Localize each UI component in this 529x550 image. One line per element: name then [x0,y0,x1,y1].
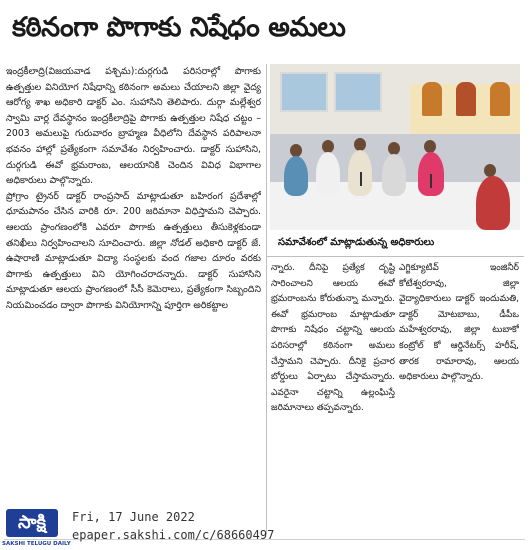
logo-subtext: SAKSHI TELUGU DAILY [2,541,71,547]
caption-divider [266,256,524,257]
photo-caption: సమావేశంలో మాట్లాడుతున్న అధికారులు [278,237,435,248]
article-paragraph: ఎగ్జిక్యూటివ్ ఇంజినీర్ కోటేశ్వరరావు, జిల్లా వైద్యాధికారులు డాక్టర్ ఇందుమతి, డాక్టర్ మోటబాబు, డీపీఒ మహేశ్వరరావు, జిల్లా టుబాకో కంట్రోల్ కో ఆర్డినేటర్స్ హరీష్, తారక రామారావు, ఆలయ అధికారులు పాల్గొన్నారు. [399,263,519,383]
article-paragraph: న్నారు. దీనిపై ప్రత్యేక దృష్టి సారించాలని ఆలయ ఈవో భ్రమరాంబను కోరుతున్నా మన్నారు. ఈవో భ్రమరాంబ మాట్లాడుతూ పొగాకు నిషేధం చట్టాన్ని ఆలయ పరిసరాల్లో కఠినంగా అమలు చేస్తామని చెప్పారు. దీనికై ప్రచార బోర్డులు ఏర్పాటు చేస్తామన్నారు. ఎవరైనా చట్టాన్ని ఉల్లంఘిస్తే జరిమానాలు తప్పవన్నారు. [271,263,395,414]
headline: కఠినంగా పొగాకు నిషేధం అమలు [12,12,346,43]
article-right-column [399,261,519,533]
sakshi-logo [2,509,71,549]
meeting-photo [270,64,520,230]
article-left-column [6,64,261,539]
publication-date: Fri, 17 June 2022 [72,510,195,524]
article-paragraph: ఇంద్రకీలాద్రి(విజయవాడ పశ్చిమ):దుర్గగుడి పరిసరాల్లో పొగాకు ఉత్పత్తుల వినియోగ నిషేధాన్ని కఠినంగా అమలు చేయాలని జిల్లా వైద్య ఆరోగ్య శాఖ అధికారి డాక్టర్ ఎం. సుహాసిని తెలిపారు. దుర్గా మల్లేశ్వర స్వామి వార్ల దేవస్థానం ఇంద్రకీలాద్రిపై పొగాకు ఉత్పత్తుల నిషేధ చట్టం –2003 అమలుపై గురువారం బ్రాహ్మణ వీధిలోని దేవస్థాన పరిపాలనా భవనం హాల్లో ప్రత్యేకంగా సమావేశం నిర్వహించారు. డాక్టర్ సుహాసిని, దుర్గగుడి ఈవో భ్రమరాంబ, ఆలయానికి చెందిన వివిధ విభాగాల అధికారులు పాల్గొన్నారు. [6,66,261,187]
article-paragraph: ప్రోగ్రాం ట్రైనర్ డాక్టర్ రాంప్రసాద్ మాట్లాడుతూ బహిరంగ ప్రదేశాల్లో ధూమపానం చేసిన వారికి రూ. 200 జరిమానా విధిస్తామని చెప్పారు. ఆలయ ప్రాంగణంలోకి ఎవరూ పొగాకు ఉత్పత్తులు తీసుకెళ్లకుండా తనిఖీలు నిర్వహించాలని సూచించారు. జిల్లా నోడల్ అధికారి డాక్టర్ జే. ఉషారాణి మాట్లాడుతూ విద్యా సంస్థలకు వంద గజాల దూరం వరకు పొగాకు ఉత్పత్తులు విని యోగించరాదన్నారు. డాక్టర్ సుహాసిని మాట్లాడుతూ ఆలయ ప్రాంగణంలో సీసీ కెమెరాలు, ప్రత్యేకంగా సిబ్బందిని నియమించడం ద్వారా పొగాకు వినియోగాన్ని పూర్తిగా అరికట్టాల [6,190,261,311]
logo-mark: సాక్షి [6,509,58,537]
article-middle-column [271,261,395,533]
epaper-url[interactable]: epaper.sakshi.com/c/68660497 [72,528,275,542]
column-divider [266,64,267,534]
